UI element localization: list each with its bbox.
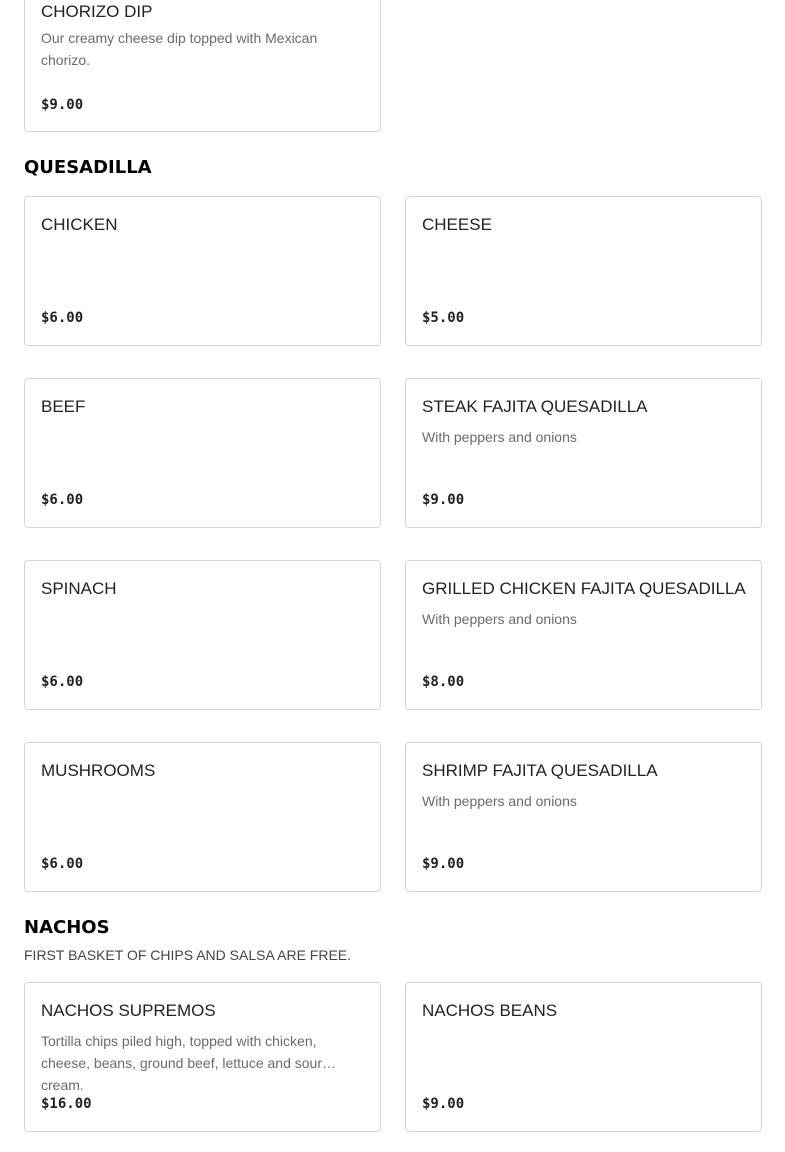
- menu-item-card[interactable]: [405, 560, 762, 710]
- menu-item-name: NACHOS BEANS: [422, 1001, 558, 1020]
- menu-item-name: BEEF: [41, 397, 86, 416]
- menu-item-card[interactable]: [405, 378, 762, 528]
- menu-item-name: CHEESE: [422, 215, 492, 234]
- menu-item-name: NACHOS SUPREMOS: [41, 1001, 216, 1020]
- menu-item-name: MUSHROOMS: [41, 761, 156, 780]
- menu-item-description: Tortilla chips piled high, topped with chicken, cheese, beans, ground beef, lettuce and sour cream.: [41, 1033, 322, 1093]
- menu-item-name: STEAK FAJITA QUESADILLA: [422, 397, 648, 416]
- menu-item-name: CHICKEN: [41, 215, 118, 234]
- menu-item-card[interactable]: [24, 742, 381, 892]
- menu-item-name: CHORIZO DIP: [41, 2, 153, 21]
- menu-item-price: $16.00: [41, 1096, 92, 1112]
- menu-item-price: $9.00: [422, 856, 465, 872]
- menu-item-card[interactable]: [24, 982, 381, 1132]
- menu-item-card[interactable]: [405, 742, 762, 892]
- menu-item-price: $6.00: [41, 856, 84, 872]
- section-note: FIRST BASKET OF CHIPS AND SALSA ARE FREE.: [24, 947, 352, 963]
- section-title-quesadilla: QUESADILLA: [24, 157, 152, 178]
- menu-item-card[interactable]: [24, 378, 381, 528]
- menu-item-price: $9.00: [41, 97, 84, 113]
- menu-item-card[interactable]: [405, 196, 762, 346]
- menu-item-description: With peppers and onions: [422, 793, 577, 809]
- menu-item-price: $6.00: [41, 310, 84, 326]
- menu-item-name: GRILLED CHICKEN FAJITA QUESADILLA: [422, 579, 746, 598]
- menu-item-card[interactable]: [24, 196, 381, 346]
- menu-item-card-chorizo-dip[interactable]: [24, 0, 381, 132]
- menu-item-card[interactable]: [405, 982, 762, 1132]
- menu-item-card[interactable]: [24, 560, 381, 710]
- menu-item-description: Our creamy cheese dip topped with Mexican chorizo.: [41, 30, 318, 68]
- section-title-nachos: NACHOS: [24, 917, 110, 938]
- menu-item-description: With peppers and onions: [422, 429, 577, 445]
- menu-item-price: $6.00: [41, 674, 84, 690]
- menu-item-price: $9.00: [422, 492, 465, 508]
- menu-item-price: $6.00: [41, 492, 84, 508]
- menu-item-name: SHRIMP FAJITA QUESADILLA: [422, 761, 658, 780]
- menu-item-description: With peppers and onions: [422, 611, 577, 627]
- menu-item-price: $8.00: [422, 674, 465, 690]
- menu-item-name: SPINACH: [41, 579, 117, 598]
- menu-item-price: $9.00: [422, 1096, 465, 1112]
- menu-item-price: $5.00: [422, 310, 465, 326]
